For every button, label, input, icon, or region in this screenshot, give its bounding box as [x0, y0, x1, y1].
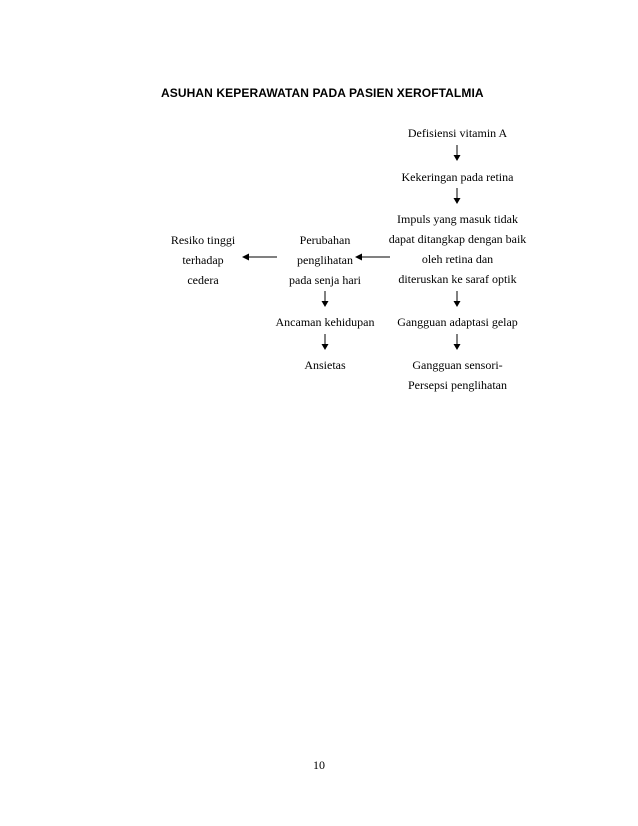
- node-defisiensi: Defisiensi vitamin A: [407, 126, 508, 140]
- node-resiko: Resiko tinggi terhadap cedera: [170, 233, 236, 287]
- arrow-down-icon: [320, 290, 330, 308]
- page-title: ASUHAN KEPERAWATAN PADA PASIEN XEROFTALMIA: [161, 86, 484, 100]
- arrow-left-icon: [355, 252, 391, 262]
- node-adaptasi: Gangguan adaptasi gelap: [397, 315, 518, 329]
- node-ansietas: Ansietas: [304, 358, 346, 372]
- node-kekeringan: Kekeringan pada retina: [401, 170, 514, 184]
- arrow-down-icon: [452, 333, 462, 351]
- arrow-left-icon: [242, 252, 278, 262]
- arrow-down-icon: [452, 144, 462, 162]
- node-ancaman: Ancaman kehidupan: [275, 315, 375, 329]
- arrow-down-icon: [452, 187, 462, 205]
- node-perubahan: Perubahan penglihatan pada senja hari: [289, 233, 361, 287]
- arrow-down-icon: [320, 333, 330, 351]
- page-number: 10: [313, 758, 325, 772]
- node-sensori: Gangguan sensori- Persepsi penglihatan: [408, 358, 507, 392]
- node-impuls: Impuls yang masuk tidak dapat ditangkap dengan baik oleh retina dan diteruskan ke saraf optik: [388, 212, 527, 286]
- arrow-down-icon: [452, 290, 462, 308]
